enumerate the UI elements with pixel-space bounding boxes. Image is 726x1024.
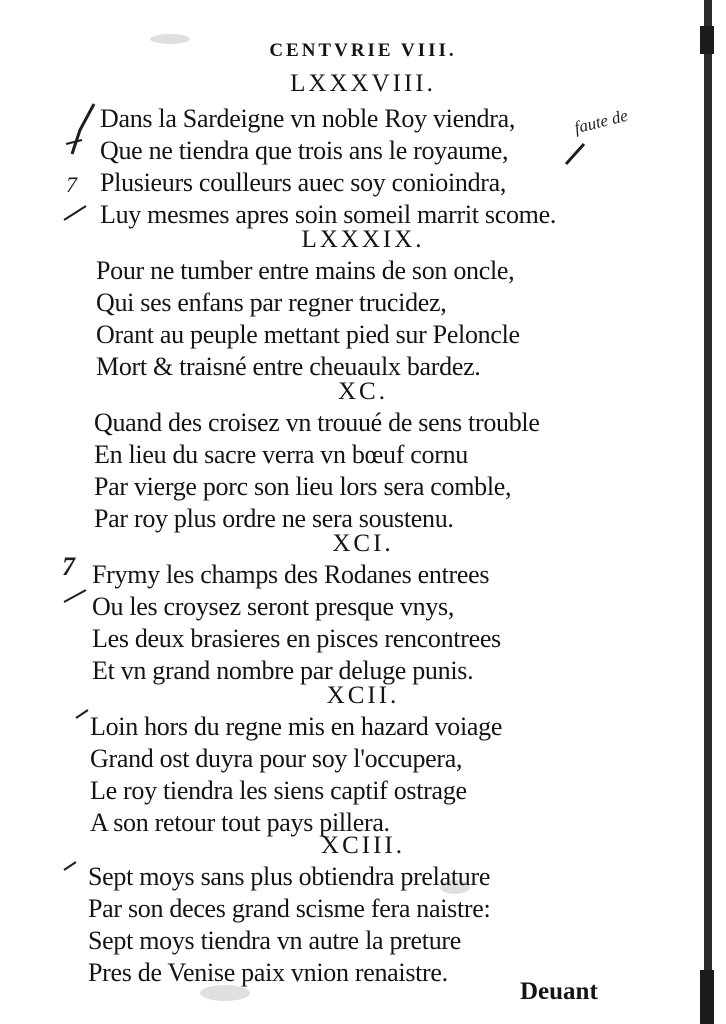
- verse-line: Sept moys tiendra vn autre la preture: [88, 926, 461, 955]
- page-edge-shadow: [704, 0, 712, 1024]
- verse-line: Mort & traisné entre cheuaulx bardez.: [96, 352, 481, 381]
- handwritten-tick-mark: [60, 856, 80, 876]
- verse-line: Dans la Sardeigne vn noble Roy viendra,: [100, 104, 516, 133]
- quatrain-numeral: XCIII.: [321, 832, 405, 859]
- verse-line: Le roy tiendra les siens captif ostrage: [90, 776, 467, 805]
- catchword: Deuant: [520, 978, 598, 1005]
- verse-line: A son retour tout pays pillera.: [90, 808, 390, 837]
- verse-line: Pres de Venise paix vnion renaistre.: [88, 958, 448, 987]
- handwritten-tick-mark: [72, 704, 92, 724]
- quatrain-numeral: XCI.: [332, 530, 394, 557]
- handwritten-tick-mark: [60, 584, 90, 608]
- verse-line: Plusieurs coulleurs auec soy conioindra,: [100, 168, 507, 197]
- verse-line: Pour ne tumber entre mains de son oncle,: [96, 256, 515, 285]
- quatrain-numeral: LXXXIX.: [301, 226, 425, 253]
- verse-line: Ou les croysez seront presque vnys,: [92, 592, 455, 621]
- verse-line: Quand des croisez vn trouué de sens trouble: [94, 408, 540, 437]
- quatrain-numeral: XC.: [338, 378, 388, 405]
- verse-line: Sept moys sans plus obtiendra prelature: [88, 862, 491, 891]
- verse-line: Grand ost duyra pour soy l'occupera,: [90, 744, 463, 773]
- verse-line: Luy mesmes apres soin someil marrit scome.: [100, 200, 557, 229]
- verse-line: Et vn grand nombre par deluge punis.: [92, 656, 474, 685]
- handwritten-bracket-mark: [60, 100, 100, 160]
- handwritten-marginal-note: faute de: [572, 105, 630, 138]
- verse-line: Les deux brasieres en pisces rencontrees: [92, 624, 501, 653]
- margin-number-mark: 7: [66, 172, 77, 197]
- verse-line: Orant au peuple mettant pied sur Peloncle: [96, 320, 520, 349]
- verse-line: Frymy les champs des Rodanes entrees: [92, 560, 490, 589]
- running-head: CENTVRIE VIII.: [269, 40, 457, 61]
- verse-line: Loin hors du regne mis en hazard voiage: [90, 712, 503, 741]
- quatrain-numeral: XCII.: [326, 682, 400, 709]
- verse-line: En lieu du sacre verra vn bœuf cornu: [94, 440, 468, 469]
- verse-line: Par son deces grand scisme fera naistre:: [88, 894, 491, 923]
- verse-line: Par vierge porc son lieu lors sera comble,: [94, 472, 512, 501]
- margin-number-mark: 7: [62, 552, 75, 581]
- verse-line: Par roy plus ordre ne sera soustenu.: [94, 504, 454, 533]
- handwritten-tick-mark: [60, 200, 90, 224]
- verse-line: Qui ses enfans par regner trucidez,: [96, 288, 447, 317]
- quatrain-numeral: LXXXVIII.: [290, 70, 436, 97]
- verse-line: Que ne tiendra que trois ans le royaume,: [100, 136, 509, 165]
- handwritten-stroke-mark: [560, 140, 590, 170]
- page-edge-tab-bottom: [700, 970, 714, 1024]
